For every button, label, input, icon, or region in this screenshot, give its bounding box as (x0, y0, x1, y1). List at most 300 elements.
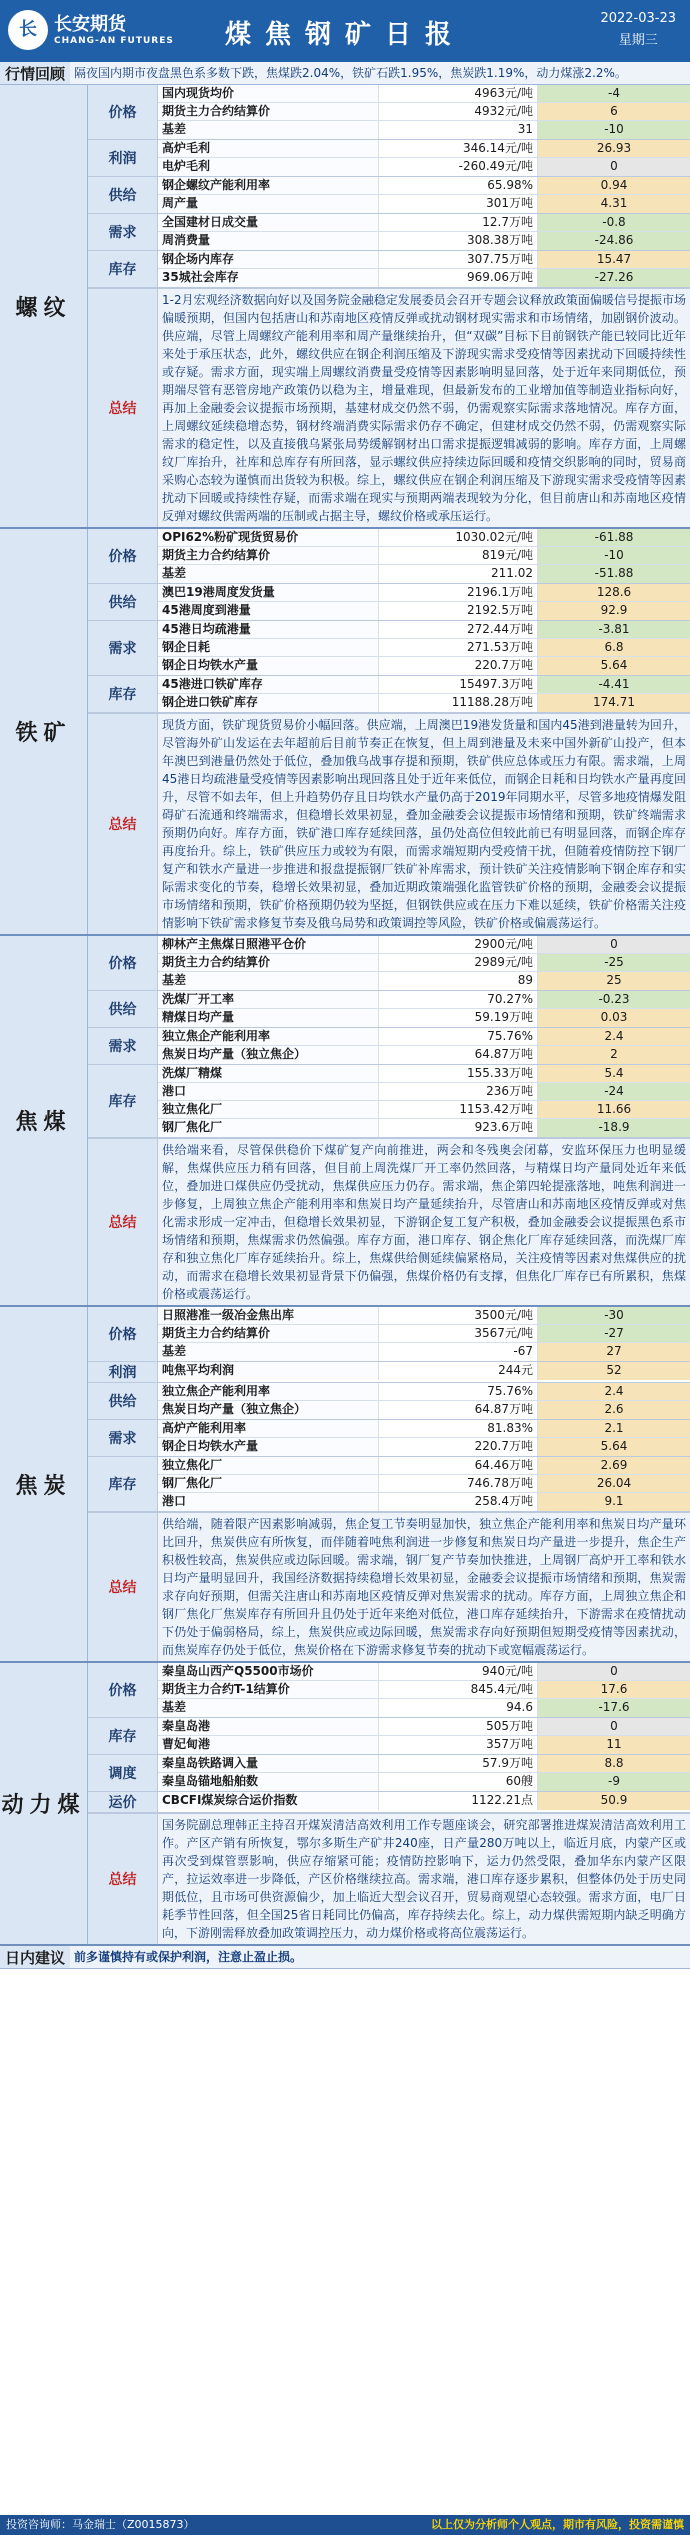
indicator-value: 155.33万吨 (378, 1065, 538, 1082)
indicator-name: 45港周度到港量 (158, 602, 378, 620)
indicator-value: 244元 (378, 1362, 538, 1380)
indicator-change: 6 (538, 103, 690, 120)
indicator-value: 307.75万吨 (378, 251, 538, 268)
indicator-change: 0 (538, 1663, 690, 1680)
indicator-value: 969.06万吨 (378, 269, 538, 287)
group-items (158, 214, 690, 250)
indicator-row (158, 954, 690, 972)
indicator-change: 2 (538, 1046, 690, 1064)
indicator-name: 基差 (158, 972, 378, 990)
indicator-group (88, 1065, 690, 1138)
indicator-change: 5.64 (538, 657, 690, 675)
indicator-value: 65.98% (378, 177, 538, 194)
indicator-name: 高炉产能利用率 (158, 1420, 378, 1437)
indicator-name: 独立焦企产能利用率 (158, 1028, 378, 1045)
indicator-row (158, 1420, 690, 1438)
group-label: 价格 (88, 85, 158, 139)
indicator-change: -9 (538, 1773, 690, 1791)
indicator-change: -10 (538, 121, 690, 139)
report-header (0, 0, 690, 62)
indicator-name: 期货主力合约结算价 (158, 103, 378, 120)
indicator-row (158, 1699, 690, 1717)
indicator-change: 92.9 (538, 602, 690, 620)
indicator-value: 1122.21点 (378, 1792, 538, 1810)
indicator-name: 35城社会库存 (158, 269, 378, 287)
summary-text: 国务院副总理韩正主持召开煤炭清洁高效利用工作专题座谈会，研究部署推进煤炭清洁高效利用工作。产区产销有所恢复，鄂尔多斯生产矿井240座，日产量280万吨以上，临近月底，内蒙产区或再次受到煤管票影响，供应存缩紧可能；疫情防控影响下，运力仍然受限，叠加华东内蒙产区限产，拉运效率进一步降低，产区价格继续拉高。需求端，港口库存逐步累积，但整体仍处于历史同期低位，且市场可供资源偏少，加上临近大型会议召开，贸易商观望心态较强。需求方面，电厂日耗季节性回落，但全国25省日耗同比仍偏高，库存持续去化。综上，动力煤供需短期内缺乏明确方向，下游刚需释放叠加政策调控压力，动力煤价格或将高位震荡运行。 (158, 1814, 690, 1944)
group-items (158, 1420, 690, 1456)
indicator-value: 923.6万吨 (378, 1119, 538, 1137)
indicator-name: 独立焦化厂 (158, 1457, 378, 1474)
indicator-change: 0 (538, 158, 690, 176)
section-summary (88, 713, 690, 934)
indicator-change: -51.88 (538, 565, 690, 583)
indicator-name: 钢企日耗 (158, 639, 378, 656)
indicator-name: 基差 (158, 1343, 378, 1361)
group-label: 供给 (88, 177, 158, 213)
indicator-name: 期货主力合约T-1结算价 (158, 1681, 378, 1698)
group-items (158, 676, 690, 712)
indicator-value: 301万吨 (378, 195, 538, 213)
indicator-change: -27.26 (538, 269, 690, 287)
indicator-row (158, 584, 690, 602)
group-items (158, 1755, 690, 1791)
indicator-value: -260.49元/吨 (378, 158, 538, 176)
indicator-name: 钢企进口铁矿库存 (158, 694, 378, 712)
section-rows (88, 936, 690, 1305)
indicator-name: 焦炭日均产量（独立焦企） (158, 1046, 378, 1064)
group-items (158, 936, 690, 990)
section-rows (88, 1307, 690, 1661)
group-items (158, 85, 690, 139)
indicator-name: 期货主力合约结算价 (158, 547, 378, 564)
indicator-name: 澳巴19港周度发货量 (158, 584, 378, 601)
summary-text: 1-2月宏观经济数据向好以及国务院金融稳定发展委员会召开专题会议释放政策面偏暖信号提振市场偏暖预期，但国内包括唐山和苏南地区疫情反弹或扰动钢材现实需求和市场情绪，加剧钢价波动。供应端，尽管上周螺纹产能利用率和周产量继续抬升，但“双碳”目标下目前钢铁产能已较同比近年来处于承压状态，此外，螺纹供应在钢企利润压缩及下游现实需求受疫情等因素扰动下回暖持续性或存疑。需求方面，现实端上周螺纹消费量受疫情等因素影响明显回落，处于近年来同期低位，预期端尽管有恶管房地产政策仍以稳为主，增量难现，但最新发布的工业增加值等制造业指标向好，再加上金融委会议提振市场预期，基建材成交仍然不弱，仍需观察实际需求落地情况。库存方面，上周螺纹延续稳增态势，钢材终端消费实际需求仍存不确定，但建材成交仍然不弱，仍需观察实际需求的稳定性，以及直接俄乌紧张局势缓解钢材出口需求提振逻辑减弱的影响。库存方面，上周螺纹厂库抬升，社库和总库存有所回落，显示螺纹供应持续边际回暖和疫情交织影响的同时，贸易商采购心态较为谨慎而出货较为积极。综上，螺纹供应在钢企利润压缩及下游现实需求受疫情等因素扰动下回暖或持续性存疑，而需求端在现实与预期两端表现较为分化，但目前唐山和苏南地区疫情反弹对螺纹供需两端的压制或占据主导，螺纹价格或承压运行。 (158, 289, 690, 527)
indicator-value: 15497.3万吨 (378, 676, 538, 693)
report-date-block (600, 8, 676, 52)
section-block (0, 936, 690, 1307)
indicator-name: 电炉毛利 (158, 158, 378, 176)
group-label: 运价 (88, 1792, 158, 1812)
indicator-group (88, 991, 690, 1028)
group-items (158, 529, 690, 583)
indicator-row (158, 529, 690, 547)
indicator-row (158, 1681, 690, 1699)
report-weekday: 星期三 (618, 33, 658, 48)
indicator-name: 秦皇岛港 (158, 1718, 378, 1735)
summary-label: 总结 (88, 1139, 158, 1305)
section-summary (88, 1138, 690, 1305)
indicator-group (88, 214, 690, 251)
indicator-name: 国内现货均价 (158, 85, 378, 102)
indicator-change: 5.64 (538, 1438, 690, 1456)
indicator-value: 1153.42万吨 (378, 1101, 538, 1118)
indicator-row (158, 1325, 690, 1343)
indicator-row (158, 1101, 690, 1119)
group-items (158, 1065, 690, 1137)
indicator-row (158, 1362, 690, 1380)
indicator-group (88, 1663, 690, 1718)
group-label: 供给 (88, 1383, 158, 1419)
indicator-change: 4.31 (538, 195, 690, 213)
indicator-change: 6.8 (538, 639, 690, 656)
indicator-name: 钢企日均铁水产量 (158, 1438, 378, 1456)
indicator-name: 周产量 (158, 195, 378, 213)
indicator-change: -0.8 (538, 214, 690, 231)
indicator-group (88, 621, 690, 676)
logo-name: 长安期货 (54, 14, 126, 35)
indicator-row (158, 1028, 690, 1046)
indicator-value: 81.83% (378, 1420, 538, 1437)
indicator-group (88, 1307, 690, 1362)
indicator-name: 秦皇岛山西产Q5500市场价 (158, 1663, 378, 1680)
summary-text: 现货方面，铁矿现货贸易价小幅回落。供应端，上周澳巴19港发货量和国内45港到港量转为回升，尽管海外矿山发运在去年超前后目前节奏正在恢复，但上周到港量及未来中国外新矿山投产，但本年澳巴到港量仍然处于低位，叠加俄乌战事存提和预期，铁矿供应总体或压力有限。需求端，上周45港日均疏港量受疫情等因素影响出现回落且处于近年来低位，而钢企日耗和日均铁水产量再度回升，尽管不如去年，但上升趋势仍存且日均铁水产量仍高于2019年同期水平，尽管多地疫情爆发阻碍矿石流通和终端需求，但稳增长效果初显，叠加金融委会议提振市场情绪和预期，铁矿终端需求预期仍向好。库存方面，铁矿港口库存延续回落，虽仍处高位但较此前已有明显回落，而钢企库存再度抬升。综上，铁矿供应压力或较为有限，而需求端短期内受疫情干扰，但随着疫情防控下钢厂复产和铁水产量进一步推进和报盘提振钢厂铁矿补库需求，预计铁矿关注疫情影响下钢企库存和实际需求变化的节奏，稳增长效果初显，叠加近期政策端强化监管铁矿价格的预期，金融委会议提振市场情绪和预期，铁矿价格预期仍较为坚挺，但钢铁供应或在压力下难以延续，铁矿价格需关注疫情影响下铁矿需求修复节奏及俄乌局势和政策调控等风险，铁矿价格或偏震荡运行。 (158, 714, 690, 934)
indicator-group (88, 1028, 690, 1065)
group-label: 利润 (88, 1362, 158, 1382)
indicator-value: 220.7万吨 (378, 657, 538, 675)
indicator-row (158, 1755, 690, 1773)
indicator-row (158, 972, 690, 990)
indicator-value: 1030.02元/吨 (378, 529, 538, 546)
section-block (0, 1663, 690, 1946)
indicator-value: 357万吨 (378, 1736, 538, 1754)
indicator-group (88, 1718, 690, 1755)
indicator-value: 746.78万吨 (378, 1475, 538, 1492)
indicator-name: 秦皇岛铁路调入量 (158, 1755, 378, 1772)
indicator-value: 2196.1万吨 (378, 584, 538, 601)
indicator-change: 26.04 (538, 1475, 690, 1492)
section-rows (88, 85, 690, 527)
indicator-row (158, 140, 690, 158)
indicator-row (158, 1718, 690, 1736)
section-rows (88, 1663, 690, 1944)
indicator-value: 845.4元/吨 (378, 1681, 538, 1698)
group-items (158, 251, 690, 287)
indicator-change: 174.71 (538, 694, 690, 712)
indicator-row (158, 1307, 690, 1325)
indicator-name: 洗煤厂开工率 (158, 991, 378, 1008)
indicator-value: 94.6 (378, 1699, 538, 1717)
indicator-value: 271.53万吨 (378, 639, 538, 656)
market-review (0, 62, 690, 85)
group-label: 价格 (88, 1307, 158, 1361)
indicator-value: 64.46万吨 (378, 1457, 538, 1474)
indicator-row (158, 1773, 690, 1791)
indicator-row (158, 602, 690, 620)
indicator-change: 27 (538, 1343, 690, 1361)
indicator-value: 2900元/吨 (378, 936, 538, 953)
indicator-row (158, 1736, 690, 1754)
indicator-change: 15.47 (538, 251, 690, 268)
indicator-row (158, 1083, 690, 1101)
indicator-row (158, 158, 690, 176)
indicator-value: 60艘 (378, 1773, 538, 1791)
indicator-row (158, 1383, 690, 1401)
market-review-text: 隔夜国内期市夜盘黑色系多数下跌，焦煤跌2.04%，铁矿石跌1.95%，焦炭跌1.19%，动力煤涨2.2%。 (70, 62, 690, 84)
indicator-row (158, 85, 690, 103)
section-block (0, 85, 690, 529)
group-items (158, 584, 690, 620)
group-label: 调度 (88, 1755, 158, 1791)
section-name: 焦煤 (0, 936, 88, 1305)
group-label: 价格 (88, 529, 158, 583)
group-label: 利润 (88, 140, 158, 176)
group-label: 供给 (88, 584, 158, 620)
group-label: 需求 (88, 1420, 158, 1456)
indicator-row (158, 1475, 690, 1493)
group-items (158, 1663, 690, 1717)
indicator-change: 2.1 (538, 1420, 690, 1437)
summary-label: 总结 (88, 1513, 158, 1661)
summary-label: 总结 (88, 1814, 158, 1944)
indicator-row (158, 565, 690, 583)
indicator-row (158, 1663, 690, 1681)
indicator-change: -10 (538, 547, 690, 564)
indicator-change: 9.1 (538, 1493, 690, 1511)
group-label: 价格 (88, 1663, 158, 1717)
indicator-row (158, 121, 690, 139)
indicator-row (158, 1343, 690, 1361)
indicator-change: 2.4 (538, 1383, 690, 1400)
group-label: 需求 (88, 621, 158, 675)
market-review-label: 行情回顾 (0, 62, 70, 84)
indicator-group (88, 1755, 690, 1792)
indicator-change: 11.66 (538, 1101, 690, 1118)
indicator-change: 2.6 (538, 1401, 690, 1419)
indicator-name: 独立焦化厂 (158, 1101, 378, 1118)
indicator-value: 75.76% (378, 1383, 538, 1400)
indicator-value: 12.7万吨 (378, 214, 538, 231)
indicator-row (158, 269, 690, 287)
indicator-value: 236万吨 (378, 1083, 538, 1100)
indicator-row (158, 1119, 690, 1137)
logo-mark-icon: 长 (8, 10, 48, 50)
indicator-name: 钢企场内库存 (158, 251, 378, 268)
indicator-change: 2.4 (538, 1028, 690, 1045)
indicator-change: -0.23 (538, 991, 690, 1008)
indicator-change: 50.9 (538, 1792, 690, 1810)
indicator-value: 308.38万吨 (378, 232, 538, 250)
indicator-value: 505万吨 (378, 1718, 538, 1735)
indicator-value: 59.19万吨 (378, 1009, 538, 1027)
summary-text: 供给端，随着限产因素影响减弱，焦企复工节奏明显加快，独立焦企产能利用率和焦炭日均产量环比回升，焦炭供应有所恢复，而伴随着吨焦利润进一步修复和焦炭日均产量进一步提升，焦企生产积极性较高，焦炭供应或边际回暖。需求端，钢厂复产节奏加快推进，上周钢厂高炉开工率和铁水日均产量明显回升，我国经济数据持续稳增长效果初显，金融委会议提振市场情绪和预期，焦炭需求存向好预期，但需关注唐山和苏南地区疫情反弹对焦炭需求的扰动。库存方面，上周独立焦企和钢厂焦化厂焦炭库存有所回升且仍处于近年来绝对低位，港口库存延续抬升，下游需求在疫情扰动下仍处于偏弱格局，综上，焦炭供应或边际回暖，焦炭需求存向好预期但短期受疫情等因素扰动，而焦炭库存仍处于低位，焦炭价格在下游需求修复节奏的扰动下或宽幅震荡运行。 (158, 1513, 690, 1661)
indicator-name: 基差 (158, 1699, 378, 1717)
indicator-value: 3567元/吨 (378, 1325, 538, 1342)
indicator-value: -67 (378, 1343, 538, 1361)
indicator-group (88, 676, 690, 713)
risk-disclaimer: 以上仅为分析师个人观点，期市有风险，投资需谨慎 (431, 2518, 684, 2531)
indicator-group (88, 1792, 690, 1813)
indicator-row (158, 1493, 690, 1511)
indicator-row (158, 1065, 690, 1083)
indicator-name: 全国建材日成交量 (158, 214, 378, 231)
section-rows (88, 529, 690, 934)
indicator-value: 57.9万吨 (378, 1755, 538, 1772)
group-label: 库存 (88, 676, 158, 712)
indicator-change: 0.94 (538, 177, 690, 194)
intraday-advice (0, 1946, 690, 1969)
indicator-value: 4932元/吨 (378, 103, 538, 120)
indicator-row (158, 1438, 690, 1456)
section-summary (88, 288, 690, 527)
indicator-value: 258.4万吨 (378, 1493, 538, 1511)
indicator-value: 64.87万吨 (378, 1401, 538, 1419)
indicator-name: 独立焦企产能利用率 (158, 1383, 378, 1400)
indicator-row (158, 195, 690, 213)
indicator-row (158, 1457, 690, 1475)
section-name: 铁矿 (0, 529, 88, 934)
advisor-info: 投资咨询师：马金瑞士（Z0015873） (6, 2518, 195, 2531)
section-name: 螺纹 (0, 85, 88, 527)
indicator-change: 8.8 (538, 1755, 690, 1772)
indicator-change: 0.03 (538, 1009, 690, 1027)
indicator-change: 52 (538, 1362, 690, 1380)
indicator-name: 期货主力合约结算价 (158, 1325, 378, 1342)
indicator-row (158, 621, 690, 639)
section-name: 动力煤 (0, 1663, 88, 1944)
indicator-row (158, 232, 690, 250)
indicator-value: 346.14元/吨 (378, 140, 538, 157)
indicator-row (158, 639, 690, 657)
indicator-change: -24 (538, 1083, 690, 1100)
group-label: 需求 (88, 1028, 158, 1064)
indicator-change: 2.69 (538, 1457, 690, 1474)
intraday-advice-text: 前多谨慎持有或保护利润，注意止盈止损。 (70, 1946, 690, 1968)
indicator-row (158, 1046, 690, 1064)
indicator-value: 70.27% (378, 991, 538, 1008)
indicator-name: 港口 (158, 1493, 378, 1511)
indicator-name: 柳林产主焦煤日照港平仓价 (158, 936, 378, 953)
section-name: 焦炭 (0, 1307, 88, 1661)
indicator-name: 秦皇岛锚地船舶数 (158, 1773, 378, 1791)
indicator-name: 45港日均疏港量 (158, 621, 378, 638)
indicator-row (158, 214, 690, 232)
indicator-name: 基差 (158, 565, 378, 583)
indicator-name: 精煤日均产量 (158, 1009, 378, 1027)
indicator-group (88, 140, 690, 177)
indicator-change: -27 (538, 1325, 690, 1342)
indicator-change: -17.6 (538, 1699, 690, 1717)
section-block (0, 1307, 690, 1663)
report-date: 2022-03-23 (600, 11, 676, 26)
indicator-row (158, 251, 690, 269)
commodity-sections (0, 85, 690, 1946)
indicator-change: -24.86 (538, 232, 690, 250)
section-summary (88, 1512, 690, 1661)
indicator-group (88, 177, 690, 214)
group-items (158, 1362, 690, 1382)
section-summary (88, 1813, 690, 1944)
indicator-name: 曹妃甸港 (158, 1736, 378, 1754)
indicator-value: 4963元/吨 (378, 85, 538, 102)
indicator-change: -4 (538, 85, 690, 102)
group-items (158, 177, 690, 213)
group-items (158, 1718, 690, 1754)
indicator-value: 272.44万吨 (378, 621, 538, 638)
indicator-row (158, 676, 690, 694)
indicator-name: 港口 (158, 1083, 378, 1100)
indicator-group (88, 85, 690, 140)
indicator-change: 0 (538, 1718, 690, 1735)
intraday-advice-label: 日内建议 (0, 1946, 70, 1968)
indicator-change: -25 (538, 954, 690, 971)
indicator-name: OPI62%粉矿现货贸易价 (158, 529, 378, 546)
indicator-value: 819元/吨 (378, 547, 538, 564)
indicator-value: 940元/吨 (378, 1663, 538, 1680)
group-items (158, 1028, 690, 1064)
indicator-name: 基差 (158, 121, 378, 139)
indicator-name: 焦炭日均产量（独立焦企） (158, 1401, 378, 1419)
group-items (158, 1792, 690, 1812)
indicator-value: 2192.5万吨 (378, 602, 538, 620)
indicator-name: 洗煤厂精煤 (158, 1065, 378, 1082)
indicator-change: -30 (538, 1307, 690, 1324)
indicator-value: 2989元/吨 (378, 954, 538, 971)
group-label: 库存 (88, 1718, 158, 1754)
indicator-value: 31 (378, 121, 538, 139)
indicator-group (88, 1457, 690, 1512)
indicator-row (158, 177, 690, 195)
indicator-group (88, 584, 690, 621)
summary-label: 总结 (88, 714, 158, 934)
indicator-change: 17.6 (538, 1681, 690, 1698)
indicator-value: 89 (378, 972, 538, 990)
indicator-change: 128.6 (538, 584, 690, 601)
indicator-change: 25 (538, 972, 690, 990)
indicator-group (88, 1420, 690, 1457)
indicator-row (158, 657, 690, 675)
indicator-change: 11 (538, 1736, 690, 1754)
summary-label: 总结 (88, 289, 158, 527)
report-footer (0, 2515, 690, 2535)
indicator-row (158, 694, 690, 712)
indicator-change: -3.81 (538, 621, 690, 638)
indicator-value: 220.7万吨 (378, 1438, 538, 1456)
group-items (158, 991, 690, 1027)
indicator-row (158, 1401, 690, 1419)
indicator-name: 日照港准一级冶金焦出库 (158, 1307, 378, 1324)
indicator-name: 钢厂焦化厂 (158, 1119, 378, 1137)
indicator-row (158, 103, 690, 121)
group-items (158, 1383, 690, 1419)
group-items (158, 1307, 690, 1361)
indicator-change: -18.9 (538, 1119, 690, 1137)
indicator-name: 吨焦平均利润 (158, 1362, 378, 1380)
group-label: 库存 (88, 1065, 158, 1137)
indicator-value: 11188.28万吨 (378, 694, 538, 712)
indicator-name: 高炉毛利 (158, 140, 378, 157)
report-title: 煤焦钢矿日报 (224, 20, 465, 50)
group-label: 价格 (88, 936, 158, 990)
indicator-change: -61.88 (538, 529, 690, 546)
indicator-group (88, 936, 690, 991)
summary-text: 供给端来看，尽管保供稳价下煤矿复产向前推进，两会和冬残奥会闭幕，安监环保压力也明显缓解，焦煤供应压力稍有回落，但目前上周洗煤厂开工率仍然回落，与精煤日均产量同处近年来低位，叠加进口煤供应仍受扰动，焦煤供应压力仍存。需求端，焦企第四轮提涨落地，吨焦利润进一步修复，上周独立焦企产能利用率和焦炭日均产量延续抬升，尽管唐山和苏南地区疫情反弹或对焦化需求形成一定冲击，但稳增长效果初显，下游钢企复工复产积极，叠加金融委会议提振黑色系市场情绪和预期，焦煤需求仍然偏强。库存方面，港口库存、钢企焦化厂库存延续回落，而洗煤厂库存和独立焦化厂库存延续抬升。综上，焦煤供给侧延续偏紧格局，关注疫情等因素对焦煤供应的扰动，而需求在稳增长效果初显背景下仍偏强，焦煤价格仍有支撑，但焦化厂库存已有所累积，焦煤价格或震荡运行。 (158, 1139, 690, 1305)
indicator-row (158, 991, 690, 1009)
indicator-change: 5.4 (538, 1065, 690, 1082)
indicator-row (158, 1792, 690, 1810)
indicator-name: 钢厂焦化厂 (158, 1475, 378, 1492)
indicator-name: 45港进口铁矿库存 (158, 676, 378, 693)
indicator-name: 钢企螺纹产能利用率 (158, 177, 378, 194)
logo-english: CHANG-AN FUTURES (54, 36, 174, 46)
indicator-name: 周消费量 (158, 232, 378, 250)
indicator-value: 3500元/吨 (378, 1307, 538, 1324)
group-items (158, 1457, 690, 1511)
indicator-group (88, 1383, 690, 1420)
indicator-name: CBCFI煤炭综合运价指数 (158, 1792, 378, 1810)
indicator-change: -4.41 (538, 676, 690, 693)
indicator-row (158, 547, 690, 565)
group-label: 库存 (88, 251, 158, 287)
